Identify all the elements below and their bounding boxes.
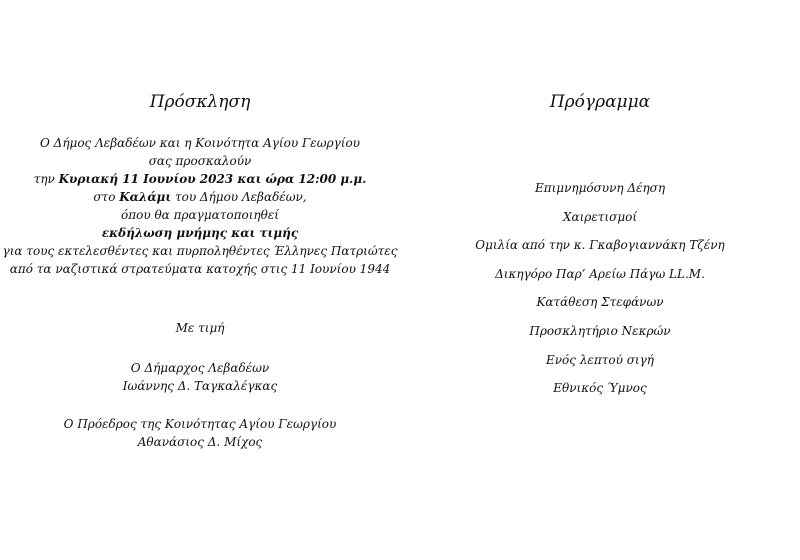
event-date: Κυριακή 11 Ιουνίου 2023 και ώρα 12:00 μ.μ. xyxy=(58,172,367,186)
mayor-title: Ο Δήμαρχος Λεβαδέων xyxy=(130,361,270,375)
invitation-title: Πρόσκληση xyxy=(149,92,251,112)
program-item: Κατάθεση Στεφάνων xyxy=(536,295,664,310)
program-list xyxy=(400,174,800,403)
invitation-line-8: από τα ναζιστικά στρατεύματα κατοχής στις 11 Ιουνίου 1944 xyxy=(9,262,391,276)
president-name: Αθανάσιος Δ. Μίχος xyxy=(137,435,263,449)
event-name: εκδήλωση μνήμης και τιμής xyxy=(101,226,299,240)
president-signature xyxy=(0,415,400,451)
location-suffix: του Δήμου Λεβαδέων, xyxy=(171,190,307,204)
program-item: Ομιλία από την κ. Γκαβογιαννάκη Τζένη xyxy=(475,238,725,253)
invitation-line-6 xyxy=(0,224,400,242)
program-item: Επιμνημόσυνη Δέηση xyxy=(534,181,666,195)
mayor-name: Ιωάννης Δ. Ταγκαλέγκας xyxy=(122,379,278,393)
program-item: Εθνικός Ύμνος xyxy=(553,381,647,396)
invitation-line-2: σας προσκαλούν xyxy=(148,154,252,168)
invitation-line-1: Ο Δήμος Λεβαδέων και η Κοινότητα Αγίου Γεωργίου xyxy=(40,136,360,150)
program-item: Ενός λεπτού σιγή xyxy=(546,352,654,367)
date-prefix: την xyxy=(33,172,59,186)
invitation-line-7: για τους εκτελεσθέντες και πυρποληθέντες Έλληνες Πατριώτες xyxy=(2,244,398,258)
program-item: Χαιρετισμοί xyxy=(562,209,638,224)
closing-text: Με τιμή xyxy=(175,321,225,335)
president-title: Ο Πρόεδρος της Κοινότητας Αγίου Γεωργίου xyxy=(63,417,337,431)
mayor-signature xyxy=(0,359,400,395)
program-title: Πρόγραμμα xyxy=(549,92,651,112)
program-item: Δικηγόρο Παρ’ Αρείω Πάγω LL.M. xyxy=(495,266,705,281)
program-item: Προσκλητήριο Νεκρών xyxy=(529,323,671,338)
location-prefix: στο xyxy=(93,190,120,204)
event-location: Καλάμι xyxy=(119,190,172,204)
invitation-line-5: όπου θα πραγματοποιηθεί xyxy=(121,208,279,222)
invitation-line-3 xyxy=(0,170,400,188)
invitation-body xyxy=(0,134,400,278)
invitation-line-4 xyxy=(0,188,400,206)
closing xyxy=(0,319,400,337)
